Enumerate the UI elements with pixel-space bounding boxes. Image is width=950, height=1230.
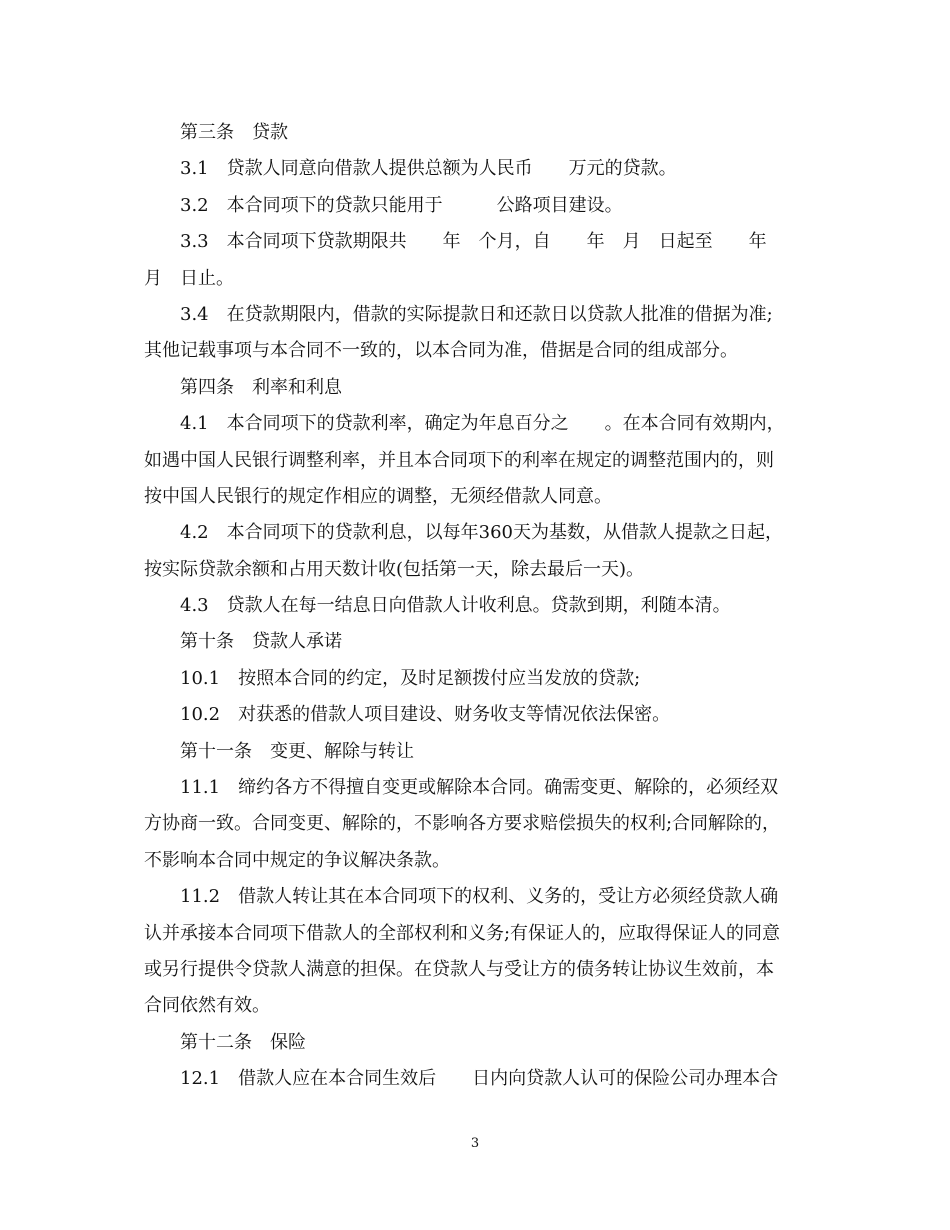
clause-11-2-line-1: 11.2 借款人转让其在本合同项下的权利、义务的，受让方必须经贷款人确 xyxy=(180,886,779,908)
clause-11-1-line-1: 11.1 缔约各方不得擅自变更或解除本合同。确需变更、解除的，必须经双 xyxy=(180,777,779,799)
clause-11-1-line-3: 不影响本合同中规定的争议解决条款。 xyxy=(144,849,450,871)
document-body xyxy=(144,115,809,1098)
clause-3-4-line-2: 其他记载事项与本合同不一致的，以本合同为准，借据是合同的组成部分。 xyxy=(144,340,738,362)
clause-3-3-line-2: 月 日止。 xyxy=(144,267,234,289)
clause-3-3-line-1: 3.3 本合同项下贷款期限共 年 个月，自 年 月 日起至 年 xyxy=(180,231,767,253)
clause-11-2-line-2: 认并承接本合同项下借款人的全部权利和义务;有保证人的，应取得保证人的同意 xyxy=(144,922,781,944)
clause-4-2-line-2: 按实际贷款余额和占用天数计收(包括第一天，除去最后一天)。 xyxy=(144,558,645,580)
clause-3-1: 3.1 贷款人同意向借款人提供总额为人民币 万元的贷款。 xyxy=(180,158,677,180)
clause-4-1-line-1: 4.1 本合同项下的贷款利率，确定为年息百分之 。在本合同有效期内， xyxy=(180,413,785,435)
section-heading-article-12: 第十二条 保险 xyxy=(180,1031,306,1053)
section-heading-article-4: 第四条 利率和利息 xyxy=(180,376,342,398)
clause-10-1: 10.1 按照本合同的约定，及时足额拨付应当发放的贷款; xyxy=(180,667,641,689)
clause-12-1-line-1: 12.1 借款人应在本合同生效后 日内向贷款人认可的保险公司办理本合 xyxy=(180,1068,779,1090)
clause-4-2-line-1: 4.2 本合同项下的贷款利息，以每年360天为基数，从借款人提款之日起， xyxy=(180,522,783,544)
section-heading-article-11: 第十一条 变更、解除与转让 xyxy=(180,740,414,762)
clause-10-2: 10.2 对获悉的借款人项目建设、财务收支等情况依法保密。 xyxy=(180,704,671,726)
clause-4-1-line-2: 如遇中国人民银行调整利率，并且本合同项下的利率在规定的调整范围内的，则 xyxy=(144,449,774,471)
clause-3-4-line-1: 3.4 在贷款期限内，借款的实际提款日和还款日以贷款人批准的借据为准; xyxy=(180,303,773,325)
clause-11-2-line-3: 或另行提供令贷款人满意的担保。在贷款人与受让方的债务转让协议生效前，本 xyxy=(144,958,774,980)
section-heading-article-10: 第十条 贷款人承诺 xyxy=(180,631,342,653)
clause-4-3: 4.3 贷款人在每一结息日向借款人计收利息。贷款到期，利随本清。 xyxy=(180,595,731,617)
page-number: 3 xyxy=(470,1136,480,1151)
clause-11-2-line-4: 合同依然有效。 xyxy=(144,995,270,1017)
section-heading-article-3: 第三条 贷款 xyxy=(180,122,288,143)
clause-11-1-line-2: 方协商一致。合同变更、解除的，不影响各方要求赔偿损失的权利;合同解除的， xyxy=(144,813,781,835)
clause-4-1-line-3: 按中国人民银行的规定作相应的调整，无须经借款人同意。 xyxy=(144,485,612,507)
clause-3-2: 3.2 本合同项下的贷款只能用于 公路项目建设。 xyxy=(180,194,623,216)
